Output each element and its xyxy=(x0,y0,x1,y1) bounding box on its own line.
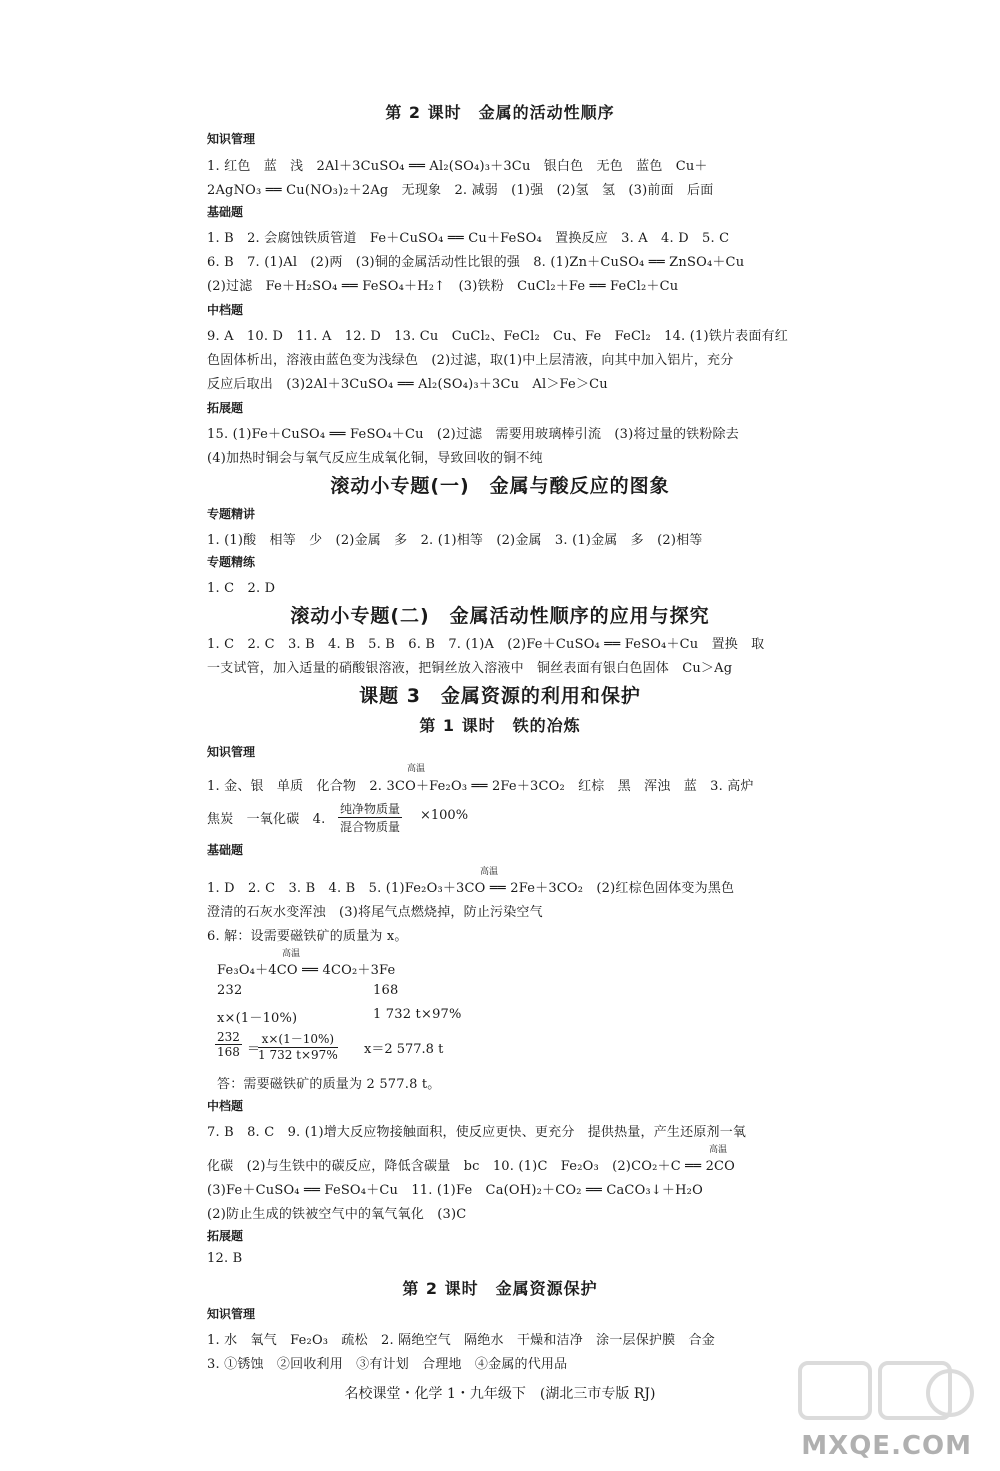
mass-left: x×(1－10%) xyxy=(217,1011,298,1026)
section-title: 知识管理 xyxy=(207,1307,256,1321)
section-title: 基础题 xyxy=(207,843,244,857)
reaction-condition: 高温 xyxy=(407,764,426,774)
topic-heading: 滚动小专题(二) 金属活动性顺序的应用与探究 xyxy=(290,605,710,627)
section-title: 中档题 xyxy=(207,303,244,317)
topic-heading: 课题 3 金属资源的利用和保护 xyxy=(359,685,641,707)
fraction-denominator: 168 xyxy=(217,1045,240,1059)
answer-line: 1. 金、银 单质 化合物 2. 3CO＋Fe₂O₃ ══ 2Fe＋3CO₂ 红棕 黑 浑浊 蓝 3. 高炉 xyxy=(207,779,754,794)
answer-line: (3)Fe＋CuSO₄ ══ FeSO₄＋Cu 11. (1)Fe Ca(OH)₂＋CO₂ ══ CaCO₃↓＋H₂O xyxy=(207,1183,703,1198)
answer-line: 澄清的石灰水变浑浊 (3)将尾气点燃烧掉，防止污染空气 xyxy=(207,905,543,920)
section-title: 基础题 xyxy=(207,205,244,219)
fraction-numerator: 纯净物质量 xyxy=(340,802,401,816)
section-title: 知识管理 xyxy=(207,132,256,146)
reaction-condition: 高温 xyxy=(709,1145,728,1155)
fraction-numerator: 232 xyxy=(217,1030,240,1044)
answer-line: 一支试管，加入适量的硝酸银溶液，把铜丝放入溶液中 铜丝表面有银白色固体 Cu＞Ag xyxy=(207,661,733,676)
result: x＝2 577.8 t xyxy=(364,1042,444,1057)
answer-line: ×100% xyxy=(420,808,469,823)
section-title: 专题精练 xyxy=(207,555,256,569)
section-title: 中档题 xyxy=(207,1099,244,1113)
watermark-text: MXQE.COM xyxy=(801,1431,972,1461)
answer-line: 1. 水 氧气 Fe₂O₃ 疏松 2. 隔绝空气 隔绝水 干燥和洁净 涂一层保护膜 合金 xyxy=(207,1333,715,1348)
molar-mass-left: 232 xyxy=(217,983,243,998)
fraction-numerator: x×(1－10%) xyxy=(258,1030,338,1048)
lesson-heading: 第 1 课时 铁的冶炼 xyxy=(419,716,581,735)
reaction-condition: 高温 xyxy=(282,949,301,959)
fraction xyxy=(338,800,402,835)
answer-line: 3. ①锈蚀 ②回收利用 ③有计划 合理地 ④金属的代用品 xyxy=(207,1357,568,1372)
answer-line: 反应后取出 (3)2Al＋3CuSO₄ ══ Al₂(SO₄)₃＋3Cu Al＞Fe＞Cu xyxy=(207,377,608,392)
answer-line: 15. (1)Fe＋CuSO₄ ══ FeSO₄＋Cu (2)过滤 需要用玻璃棒引流 (3)将过量的铁粉除去 xyxy=(207,427,739,442)
fraction xyxy=(215,1030,242,1059)
fraction-denominator: 混合物质量 xyxy=(340,820,401,834)
lesson-heading: 第 2 课时 金属资源保护 xyxy=(402,1279,598,1298)
answer-line: 12. B xyxy=(207,1251,243,1266)
section-title: 拓展题 xyxy=(207,401,244,415)
answer-line: 2AgNO₃ ══ Cu(NO₃)₂＋2Ag 无现象 2. 减弱 (1)强 (2)氢 氢 (3)前面 后面 xyxy=(207,183,714,198)
answer-line: 1. 红色 蓝 浅 2Al＋3CuSO₄ ══ Al₂(SO₄)₃＋3Cu 银白色 无色 蓝色 Cu＋ xyxy=(207,159,708,174)
section-title: 知识管理 xyxy=(207,745,256,759)
answer-line: 1. C 2. C 3. B 4. B 5. B 6. B 7. (1)A (2)Fe＋CuSO₄ ══ FeSO₄＋Cu 置换 取 xyxy=(207,637,765,652)
lesson-heading: 第 2 课时 金属的活动性顺序 xyxy=(385,103,615,122)
equals-sign: ＝ xyxy=(247,1042,261,1057)
section-title: 专题精讲 xyxy=(207,507,256,521)
answer-line: (4)加热时铜会与氧气反应生成氧化铜，导致回收的铜不纯 xyxy=(207,451,543,466)
answer-line: 色固体析出，溶液由蓝色变为浅绿色 (2)过滤，取(1)中上层清液，向其中加入铝片，充分 xyxy=(207,353,734,368)
topic-heading: 滚动小专题(一) 金属与酸反应的图象 xyxy=(330,475,670,497)
answer-line: 9. A 10. D 11. A 12. D 13. Cu CuCl₂、FeCl₂ Cu、Fe FeCl₂ 14. (1)铁片表面有红 xyxy=(207,329,788,344)
answer-line: 1. C 2. D xyxy=(207,581,276,596)
fraction-denominator: 1 732 t×97% xyxy=(258,1048,338,1062)
reaction-condition: 高温 xyxy=(480,867,499,877)
answer-line: 答：需要磁铁矿的质量为 2 577.8 t。 xyxy=(217,1077,441,1092)
answer-line: 7. B 8. C 9. (1)增大反应物接触面积，使反应更快、更充分 提供热量，产生还原剂一氧 xyxy=(207,1125,747,1140)
answer-line: 焦炭 一氧化碳 4. xyxy=(207,812,326,827)
section-title: 拓展题 xyxy=(207,1229,244,1243)
molar-mass-right: 168 xyxy=(373,983,399,998)
answer-line: 6. 解：设需要磁铁矿的质量为 x。 xyxy=(207,929,408,944)
answer-line: 1. D 2. C 3. B 4. B 5. (1)Fe₂O₃＋3CO ══ 2Fe＋3CO₂ (2)红棕色固体变为黑色 xyxy=(207,881,735,896)
answer-line: 1. (1)酸 相等 少 (2)金属 多 2. (1)相等 (2)金属 3. (1)金属 多 (2)相等 xyxy=(207,533,703,548)
answer-line: (2)防止生成的铁被空气中的氧气氧化 (3)C xyxy=(207,1207,467,1222)
answer-line: (2)过滤 Fe＋H₂SO₄ ══ FeSO₄＋H₂↑ (3)铁粉 CuCl₂＋Fe ══ FeCl₂＋Cu xyxy=(207,279,679,294)
mass-right: 1 732 t×97% xyxy=(373,1007,462,1022)
equation-line: Fe₃O₄＋4CO ══ 4CO₂＋3Fe xyxy=(217,963,396,978)
answer-line: 化碳 (2)与生铁中的碳反应，降低含碳量 bc 10. (1)C Fe₂O₃ (2)CO₂＋C ══ 2CO xyxy=(207,1159,736,1174)
answer-line: 6. B 7. (1)Al (2)两 (3)铜的金属活动性比银的强 8. (1)Zn＋CuSO₄ ══ ZnSO₄＋Cu xyxy=(207,255,745,270)
page-footer: 名校课堂・化学 1・九年级下 (湖北三市专版 RJ) xyxy=(344,1386,656,1402)
answer-line: 1. B 2. 会腐蚀铁质管道 Fe＋CuSO₄ ══ Cu＋FeSO₄ 置换反应 3. A 4. D 5. C xyxy=(207,231,730,246)
fraction xyxy=(258,1030,338,1062)
